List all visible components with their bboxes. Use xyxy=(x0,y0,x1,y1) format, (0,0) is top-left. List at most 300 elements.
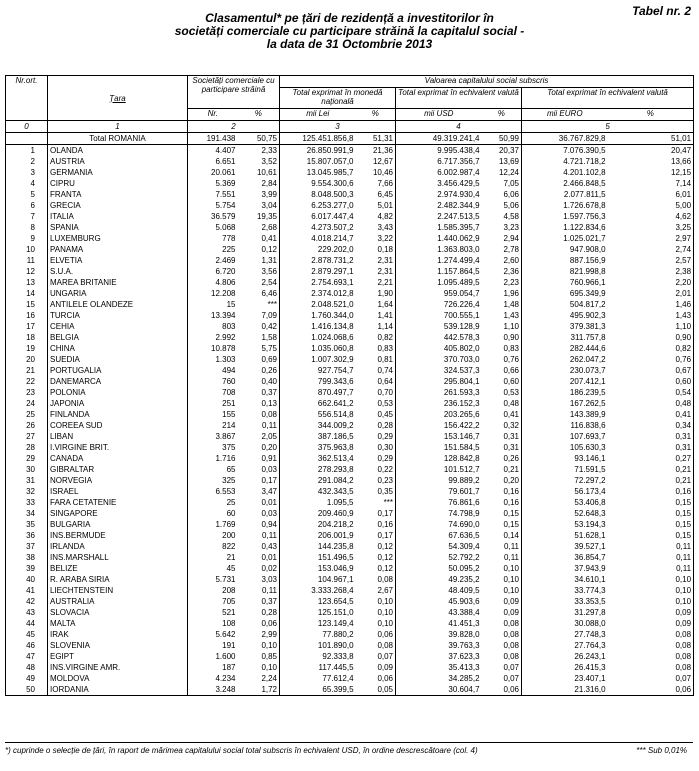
cell-lei-pct: 0,64 xyxy=(356,376,396,387)
cell-usd: 151.584,5 xyxy=(443,442,480,452)
cell-usd: 50.095,2 xyxy=(448,563,480,573)
cell-country: LIECHTENSTEIN xyxy=(48,585,188,596)
cell-country: LUXEMBURG xyxy=(48,233,188,244)
cell-usd: 37.623,3 xyxy=(448,651,480,661)
cell-lei-pct: 3,22 xyxy=(356,233,396,244)
cell-eur: 7.076.390,5 xyxy=(563,145,606,155)
cell-lei: 9.554.300,6 xyxy=(311,178,354,188)
cell-usd-pct: 7,05 xyxy=(482,178,522,189)
cell-eur: 105.630,3 xyxy=(569,442,606,452)
table-row xyxy=(6,178,694,189)
cell-nr-pct: 0,41 xyxy=(238,233,280,244)
cell-eur: 282.444,6 xyxy=(569,343,606,353)
cell-eur: 262.047,2 xyxy=(569,354,606,364)
cell-eur-pct: 0,08 xyxy=(675,640,692,650)
cell-lei-pct: 10,46 xyxy=(356,167,396,178)
cell-lei-pct: 0,08 xyxy=(356,574,396,585)
cell-no: 29 xyxy=(6,453,48,464)
cell-eur: 52.648,3 xyxy=(574,508,606,518)
cell-usd-pct: 0,16 xyxy=(482,497,522,508)
cell-lei-pct: 0,09 xyxy=(356,662,396,673)
cell-lei-pct: 0,28 xyxy=(356,420,396,431)
table-row xyxy=(6,376,694,387)
cell-nr: 6.651 xyxy=(215,156,236,166)
cell-eur-pct: 2,74 xyxy=(675,244,692,254)
cell-nr: 5.068 xyxy=(215,222,236,232)
cell-nr: 521 xyxy=(222,607,236,617)
cell-country: FARA CETATENIE xyxy=(48,497,188,508)
cell-nr-pct: 0,11 xyxy=(238,585,280,596)
cell-no: 30 xyxy=(6,464,48,475)
cell-eur: 379.381,3 xyxy=(569,321,606,331)
cell-lei: 77.880,2 xyxy=(322,629,354,639)
cell-no: 3 xyxy=(6,167,48,178)
cell-usd: 67.636,5 xyxy=(448,530,480,540)
cell-usd: 442.578,3 xyxy=(443,332,480,342)
cell-usd: 9.995.438,4 xyxy=(437,145,480,155)
cell-eur: 207.412,1 xyxy=(569,376,606,386)
cell-nr: 225 xyxy=(222,244,236,254)
cell-country: TURCIA xyxy=(48,310,188,321)
cell-usd: 959.054,7 xyxy=(443,288,480,298)
cell-nr: 10.878 xyxy=(211,343,236,353)
cell-usd-pct: 2,23 xyxy=(482,277,522,288)
cell-usd: 2.247.513,5 xyxy=(437,211,480,221)
cell-usd-pct: 0,41 xyxy=(482,409,522,420)
cell-usd-pct: 1,10 xyxy=(482,321,522,332)
cell-country: GIBRALTAR xyxy=(48,464,188,475)
cell-eur-pct: 0,10 xyxy=(675,596,692,606)
cell-country: COREEA SUD xyxy=(48,420,188,431)
cell-nr-pct: 0,03 xyxy=(238,508,280,519)
cell-country: S.U.A. xyxy=(48,266,188,277)
cell-nr: 6.553 xyxy=(215,486,236,496)
table-row xyxy=(6,563,694,574)
cell-usd-pct: 0,08 xyxy=(482,629,522,640)
cell-eur-pct: 2,20 xyxy=(675,277,692,287)
cell-lei-pct: 1,64 xyxy=(356,299,396,310)
cell-nr-pct: 3,99 xyxy=(238,189,280,200)
cell-nr-pct: 0,17 xyxy=(238,475,280,486)
table-row xyxy=(6,684,694,696)
col-index: 3 xyxy=(280,121,396,133)
cell-lei-pct: 0,10 xyxy=(356,596,396,607)
cell-lei: 6.253.277,0 xyxy=(311,200,354,210)
table-row xyxy=(6,332,694,343)
cell-lei: 1.035.060,8 xyxy=(311,343,354,353)
cell-usd-pct: 0,11 xyxy=(482,541,522,552)
cell-eur-pct: 20,47 xyxy=(671,145,692,155)
cell-usd: 76.861,6 xyxy=(448,497,480,507)
cell-eur-pct: 0,15 xyxy=(675,519,692,529)
cell-eur-pct: 2,57 xyxy=(675,255,692,265)
cell-no: 50 xyxy=(6,684,48,696)
cell-nr: 6.720 xyxy=(215,266,236,276)
cell-eur: 37.943,9 xyxy=(574,563,606,573)
cell-nr-pct: 2,99 xyxy=(238,629,280,640)
cell-lei-pct: 5,01 xyxy=(356,200,396,211)
cell-lei: 1.007.302,9 xyxy=(311,354,354,364)
table-row xyxy=(6,255,694,266)
cell-usd: 6.717.356,7 xyxy=(437,156,480,166)
cell-no: 20 xyxy=(6,354,48,365)
cell-no: 45 xyxy=(6,629,48,640)
cell-no: 40 xyxy=(6,574,48,585)
cell-nr-pct: 6,46 xyxy=(238,288,280,299)
cell-country: ANTILELE OLANDEZE xyxy=(48,299,188,310)
cell-nr-pct: 2,05 xyxy=(238,431,280,442)
cell-no: 17 xyxy=(6,321,48,332)
cell-lei: 1.024.068,6 xyxy=(311,332,354,342)
cell-country: ISRAEL xyxy=(48,486,188,497)
cell-nr: 2.992 xyxy=(215,332,236,342)
cell-usd-pct: 0,08 xyxy=(482,651,522,662)
unit-mii-usd: mii USD xyxy=(396,109,482,121)
cell-no: 12 xyxy=(6,266,48,277)
cell-lei: 278.293,8 xyxy=(317,464,354,474)
cell-no: 22 xyxy=(6,376,48,387)
cell-country: MOLDOVA xyxy=(48,673,188,684)
cell-no: 38 xyxy=(6,552,48,563)
cell-country: ITALIA xyxy=(48,211,188,222)
cell-usd-pct: 0,53 xyxy=(482,387,522,398)
cell-lei-pct: 2,31 xyxy=(356,255,396,266)
cell-eur: 143.389,9 xyxy=(569,409,606,419)
cell-usd-pct: 0,15 xyxy=(482,519,522,530)
cell-nr: 5.642 xyxy=(215,629,236,639)
cell-country: R. ARABA SIRIA xyxy=(48,574,188,585)
cell-nr-pct: 10,61 xyxy=(238,167,280,178)
cell-eur: 760.966,1 xyxy=(569,277,606,287)
cell-lei-pct: 1,90 xyxy=(356,288,396,299)
cell-lei-pct: 0,06 xyxy=(356,629,396,640)
cell-eur-pct: 0,08 xyxy=(675,662,692,672)
unit-pct: % xyxy=(356,109,396,121)
cell-usd: 295.804,1 xyxy=(443,376,480,386)
cell-country: BELIZE xyxy=(48,563,188,574)
table-row xyxy=(6,420,694,431)
cell-nr: 1.716 xyxy=(215,453,236,463)
cell-eur: 167.262,5 xyxy=(569,398,606,408)
col-societati-header: Societăți comerciale cu participare străină xyxy=(188,76,280,109)
cell-eur-pct: 13,66 xyxy=(671,156,692,166)
cell-nr: 4.234 xyxy=(215,673,236,683)
cell-usd: 370.703,0 xyxy=(443,354,480,364)
table-row xyxy=(6,222,694,233)
cell-lei: 123.149,4 xyxy=(317,618,354,628)
cell-nr: 1.769 xyxy=(215,519,236,529)
col-index: 5 xyxy=(522,121,694,133)
cell-lei-pct: 0,30 xyxy=(356,442,396,453)
cell-usd: 101.512,7 xyxy=(443,464,480,474)
table-row xyxy=(6,266,694,277)
unit-mii-eur: mii EURO xyxy=(522,109,608,121)
table-row xyxy=(6,398,694,409)
cell-nr: 3.248 xyxy=(215,684,236,694)
cell-usd: 30.604,7 xyxy=(448,684,480,694)
cell-lei: 291.084,2 xyxy=(317,475,354,485)
cell-no: 16 xyxy=(6,310,48,321)
cell-usd-pct: 0,07 xyxy=(482,662,522,673)
col-usd-header: Total exprimat în echivalent valută xyxy=(396,88,522,109)
ranking-table xyxy=(5,75,694,696)
cell-nr-pct: 0,13 xyxy=(238,398,280,409)
cell-nr-pct: 1,31 xyxy=(238,255,280,266)
table-row xyxy=(6,343,694,354)
cell-lei: 123.654,5 xyxy=(317,596,354,606)
cell-no: 43 xyxy=(6,607,48,618)
cell-eur: 695.349,9 xyxy=(569,288,606,298)
cell-usd: 39.763,3 xyxy=(448,640,480,650)
cell-eur-pct: 0,11 xyxy=(676,552,692,562)
cell-lei: 2.754.693,1 xyxy=(311,277,354,287)
cell-eur-pct: 2,97 xyxy=(675,233,692,243)
cell-eur: 34.610,1 xyxy=(574,574,606,584)
cell-country: CHINA xyxy=(48,343,188,354)
cell-lei-pct: 0,22 xyxy=(356,464,396,475)
cell-eur-pct: 1,46 xyxy=(675,299,692,309)
cell-usd: 41.451,3 xyxy=(448,618,480,628)
unit-mii-lei: mii Lei xyxy=(280,109,356,121)
cell-lei: 1.095,5 xyxy=(326,497,354,507)
cell-eur-pct: 0,82 xyxy=(675,343,692,353)
table-row xyxy=(6,442,694,453)
table-row xyxy=(6,387,694,398)
cell-no: 21 xyxy=(6,365,48,376)
table-row xyxy=(6,277,694,288)
cell-lei: 344.009,2 xyxy=(317,420,354,430)
cell-eur-pct: 0,48 xyxy=(675,398,692,408)
cell-usd-pct: 0,83 xyxy=(482,343,522,354)
cell-usd: 1.363.803,0 xyxy=(437,244,480,254)
table-row xyxy=(6,310,694,321)
unit-pct: % xyxy=(608,109,694,121)
cell-usd: 52.792,2 xyxy=(448,552,480,562)
cell-eur: 33.353,5 xyxy=(574,596,606,606)
cell-nr-pct: 5,75 xyxy=(238,343,280,354)
cell-nr-pct: 0,01 xyxy=(238,497,280,508)
table-row xyxy=(6,189,694,200)
cell-no: 15 xyxy=(6,299,48,310)
cell-eur: 2.466.848,5 xyxy=(563,178,606,188)
cell-nr-pct: 2,54 xyxy=(238,277,280,288)
cell-eur: 23.407,1 xyxy=(574,673,606,683)
cell-lei: 2.048.521,0 xyxy=(311,299,354,309)
unit-pct: % xyxy=(238,109,280,121)
cell-nr: 200 xyxy=(222,530,236,540)
table-row xyxy=(6,607,694,618)
cell-no: 23 xyxy=(6,387,48,398)
cell-usd-pct: 0,10 xyxy=(482,574,522,585)
cell-lei: 2.879.297,1 xyxy=(311,266,354,276)
col-index: 0 xyxy=(6,121,48,133)
cell-eur-pct: 0,21 xyxy=(675,475,692,485)
cell-country: GERMANIA xyxy=(48,167,188,178)
cell-usd: 1.585.395,7 xyxy=(437,222,480,232)
cell-nr: 494 xyxy=(222,365,236,375)
cell-no: 9 xyxy=(6,233,48,244)
cell-eur: 53.406,8 xyxy=(574,497,606,507)
cell-lei: 556.514,8 xyxy=(317,409,354,419)
cell-country: INS.VIRGINE AMR. xyxy=(48,662,188,673)
cell-no: 24 xyxy=(6,398,48,409)
cell-lei: 144.235,8 xyxy=(317,541,354,551)
cell-lei: 104.967,1 xyxy=(317,574,354,584)
table-row xyxy=(6,299,694,310)
cell-usd-pct: 0,31 xyxy=(482,431,522,442)
cell-eur-pct: 0,06 xyxy=(675,684,692,694)
cell-no: 27 xyxy=(6,431,48,442)
cell-lei-pct: 0,17 xyxy=(356,530,396,541)
table-row xyxy=(6,409,694,420)
cell-eur-pct: 0,31 xyxy=(675,442,692,452)
cell-country: SINGAPORE xyxy=(48,508,188,519)
cell-usd-pct: 13,69 xyxy=(482,156,522,167)
cell-usd: 39.828,0 xyxy=(448,629,480,639)
cell-nr: 12.208 xyxy=(211,288,236,298)
cell-usd: 324.537,3 xyxy=(443,365,480,375)
table-row xyxy=(6,431,694,442)
cell-lei: 6.017.447,4 xyxy=(311,211,354,221)
cell-eur-pct: 7,14 xyxy=(675,178,692,188)
unit-pct: % xyxy=(482,109,522,121)
cell-lei: 927.754,7 xyxy=(317,365,354,375)
cell-nr: 21 xyxy=(226,552,236,562)
cell-eur-pct: 6,01 xyxy=(675,189,692,199)
cell-country: PANAMA xyxy=(48,244,188,255)
cell-nr-pct: 3,56 xyxy=(238,266,280,277)
cell-nr: 5.731 xyxy=(215,574,236,584)
footnote-text: *) cuprinde o selecție de țări, în raport de mărimea capitalului social total subscris în echivalent USD, în ordine descrescătoare (col. 4) xyxy=(5,746,478,755)
cell-nr-pct: 0,10 xyxy=(238,640,280,651)
cell-no: 41 xyxy=(6,585,48,596)
cell-usd: 45.903,6 xyxy=(448,596,480,606)
cell-eur: 51.628,1 xyxy=(574,530,606,540)
table-row xyxy=(6,519,694,530)
table-row xyxy=(6,629,694,640)
cell-usd: 539.128,9 xyxy=(443,321,480,331)
cell-usd-pct: 0,10 xyxy=(482,563,522,574)
title-line: societăți comerciale cu participare străină la capitalul social - xyxy=(174,24,525,38)
cell-usd: 405.802,0 xyxy=(443,343,480,353)
cell-usd-pct: 0,31 xyxy=(482,442,522,453)
cell-eur: 4.201.102,8 xyxy=(563,167,606,177)
table-row xyxy=(6,486,694,497)
cell-nr-pct: 0,91 xyxy=(238,453,280,464)
cell-nr-pct: 0,37 xyxy=(238,387,280,398)
cell-no: 14 xyxy=(6,288,48,299)
cell-lei: 1.760.344,0 xyxy=(311,310,354,320)
cell-lei-pct: 0,10 xyxy=(356,607,396,618)
cell-no: 46 xyxy=(6,640,48,651)
cell-usd: 1.440.062,9 xyxy=(437,233,480,243)
cell-lei: 65.399,5 xyxy=(322,684,354,694)
cell-eur-pct: 0,08 xyxy=(675,629,692,639)
cell-nr: 5.369 xyxy=(215,178,236,188)
footnote xyxy=(5,742,693,755)
footnote-note: *** Sub 0,01% xyxy=(636,746,687,755)
cell-no: 25 xyxy=(6,409,48,420)
col-eur-header: Total exprimat în echivalent valută xyxy=(547,88,668,97)
cell-eur-pct: 0,27 xyxy=(675,453,692,463)
col-nrort-header: Nr.ort. xyxy=(6,76,48,121)
cell-usd-pct: 0,08 xyxy=(482,618,522,629)
cell-usd: 153.146,7 xyxy=(443,431,480,441)
cell-eur-pct: 51,01 xyxy=(608,133,694,145)
cell-eur: 36.854,7 xyxy=(574,552,606,562)
cell-eur: 4.721.718,2 xyxy=(563,156,606,166)
cell-country: PORTUGALIA xyxy=(48,365,188,376)
cell-lei-pct: 0,08 xyxy=(356,640,396,651)
cell-country: MALTA xyxy=(48,618,188,629)
cell-lei: 2.374.012,8 xyxy=(311,288,354,298)
cell-country: IRAK xyxy=(48,629,188,640)
cell-lei: 362.513,4 xyxy=(317,453,354,463)
cell-nr-pct: 3,52 xyxy=(238,156,280,167)
cell-lei-pct: 7,66 xyxy=(356,178,396,189)
cell-nr-pct: 0,12 xyxy=(238,244,280,255)
cell-eur-pct: 0,11 xyxy=(676,541,692,551)
table-row xyxy=(6,156,694,167)
cell-no: 36 xyxy=(6,530,48,541)
cell-usd: 1.157.864,5 xyxy=(437,266,480,276)
cell-eur-pct: 0,16 xyxy=(675,486,692,496)
cell-eur: 2.077.811,5 xyxy=(563,189,606,199)
table-row xyxy=(6,530,694,541)
cell-country: IRLANDA xyxy=(48,541,188,552)
cell-usd: 43.388,4 xyxy=(448,607,480,617)
cell-eur: 311.757,8 xyxy=(570,332,606,342)
cell-eur: 36.767.829,8 xyxy=(522,133,608,145)
cell-eur: 56.173,4 xyxy=(574,486,606,496)
cell-usd-pct: 0,14 xyxy=(482,530,522,541)
table-row xyxy=(6,233,694,244)
cell-nr: 708 xyxy=(222,387,236,397)
cell-nr-pct: 0,26 xyxy=(238,365,280,376)
total-row xyxy=(6,133,694,145)
cell-usd: 79.601,7 xyxy=(448,486,480,496)
cell-lei-pct: 0,74 xyxy=(356,365,396,376)
cell-eur-pct: 0,09 xyxy=(675,618,692,628)
cell-no: 48 xyxy=(6,662,48,673)
cell-usd-pct: 0,66 xyxy=(482,365,522,376)
cell-usd: 2.482.344,9 xyxy=(437,200,480,210)
cell-no: 34 xyxy=(6,508,48,519)
cell-eur-pct: 5,00 xyxy=(675,200,692,210)
cell-eur: 26.243,1 xyxy=(574,651,606,661)
unit-nr: Nr. xyxy=(188,109,238,121)
cell-country: AUSTRALIA xyxy=(48,596,188,607)
cell-no: 13 xyxy=(6,277,48,288)
cell-nr-pct: 0,01 xyxy=(238,552,280,563)
cell-lei-pct: 0,18 xyxy=(356,244,396,255)
cell-nr-pct: 0,11 xyxy=(238,530,280,541)
cell-usd: 74.690,0 xyxy=(448,519,480,529)
cell-nr-pct: 7,09 xyxy=(238,310,280,321)
cell-usd: 1.095.489,5 xyxy=(437,277,480,287)
cell-nr-pct: 3,47 xyxy=(238,486,280,497)
table-row xyxy=(6,453,694,464)
cell-eur-pct: 2,01 xyxy=(675,288,692,298)
cell-lei-pct: 0,29 xyxy=(356,431,396,442)
table-row xyxy=(6,585,694,596)
cell-lei-pct: 0,07 xyxy=(356,651,396,662)
cell-no: 7 xyxy=(6,211,48,222)
cell-eur: 30.088,0 xyxy=(574,618,606,628)
cell-eur-pct: 0,11 xyxy=(676,563,692,573)
cell-eur: 186.239,5 xyxy=(569,387,606,397)
cell-nr-pct: 2,68 xyxy=(238,222,280,233)
